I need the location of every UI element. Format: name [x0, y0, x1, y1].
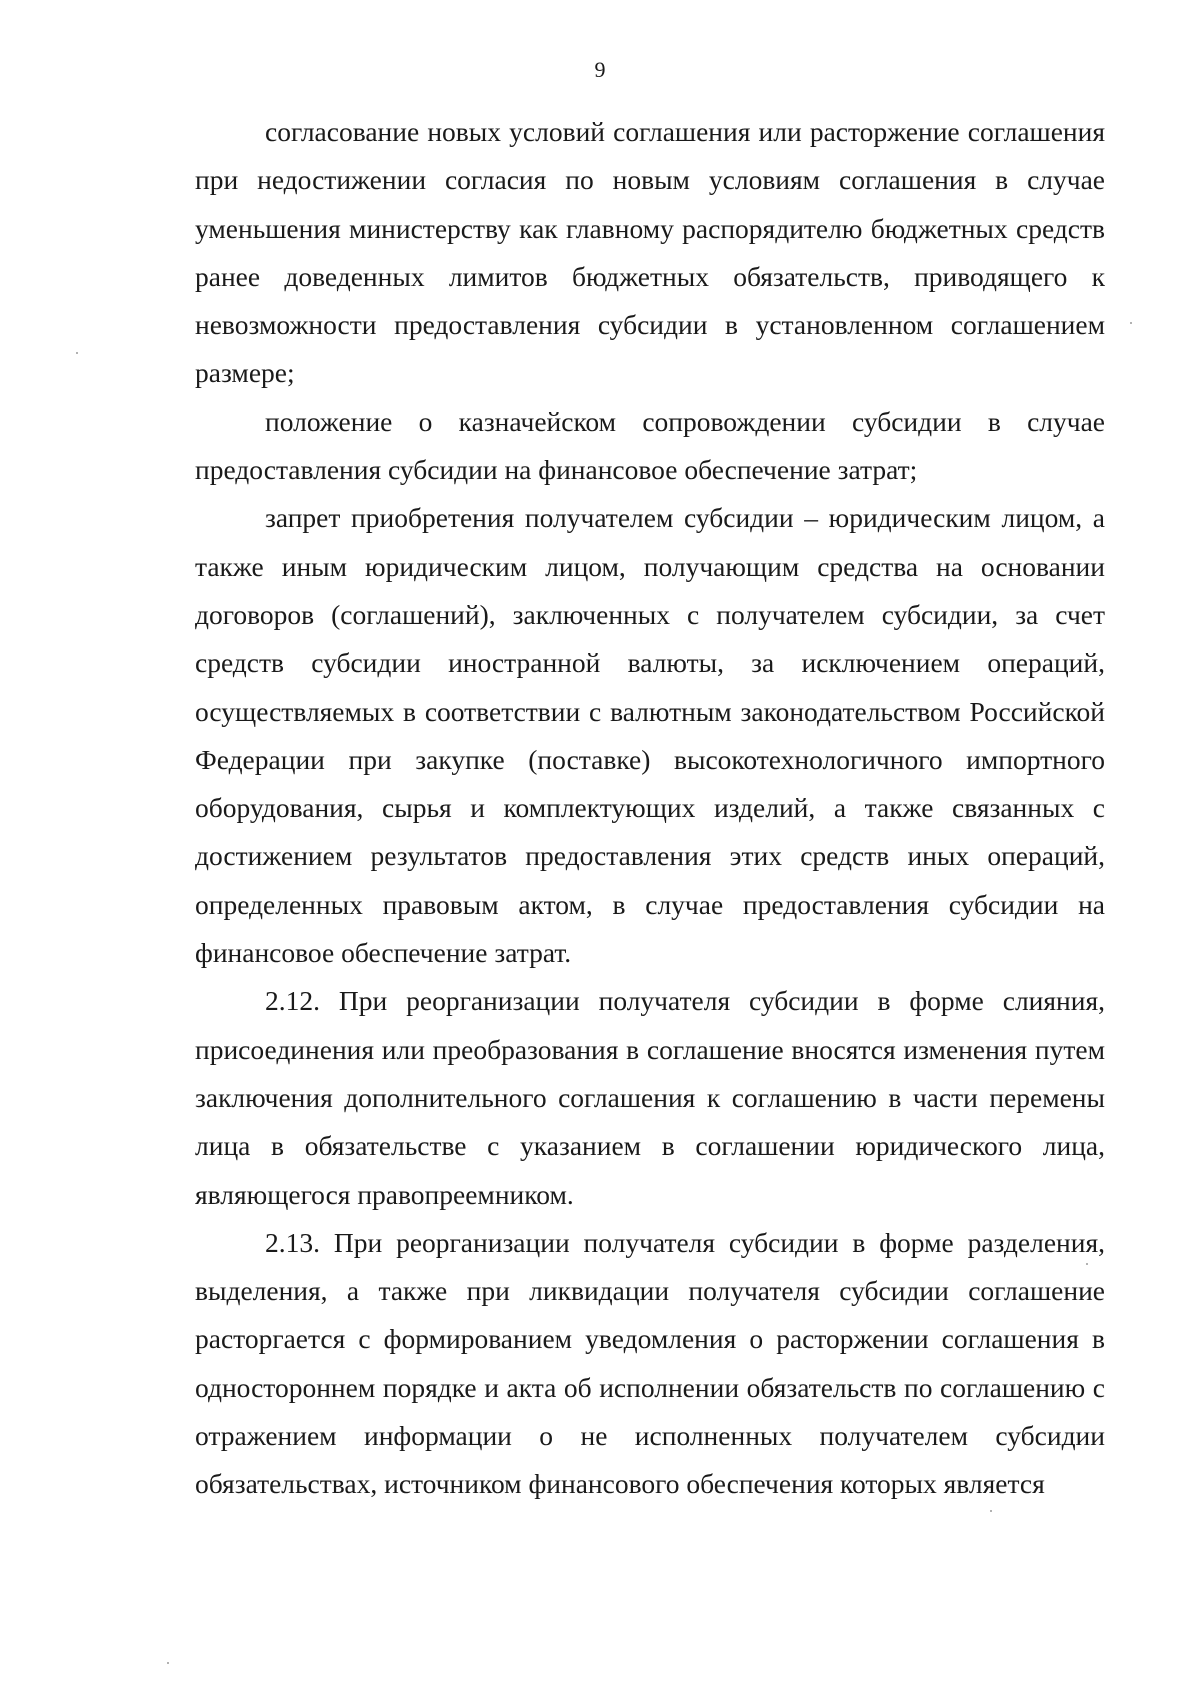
paragraph-2-12: 2.12. При реорганизации получателя субсидии в форме слияния, присоединения или преобразования в соглашение вносятся изменения путем заключения дополнительного соглашения к соглашению в части перемены лица в обязательстве с указанием в соглашении юридического лица, являющегося правопреемником. — [195, 985, 1105, 1210]
scan-speck — [76, 352, 78, 354]
scan-speck — [167, 1662, 169, 1664]
scan-speck — [1130, 322, 1132, 324]
body-text — [195, 108, 1105, 1509]
paragraph-2-13: 2.13. При реорганизации получателя субсидии в форме разделения, выделения, а также при ликвидации получателя субсидии соглашение расторгается с формированием уведомления о расторжении соглашения в одностороннем порядке и акта об исполнении обязательств по соглашению с отражением информации о не исполненных получателем субсидии обязательствах, источником финансового обеспечения которых является — [195, 1226, 1105, 1500]
scan-speck — [1086, 1263, 1088, 1265]
page-number: 9 — [594, 57, 606, 82]
paragraph-currency-ban: запрет приобретения получателем субсидии – юридическим лицом, а также иным юридическим лицом, получающим средства на основании договоров (соглашений), заключенных с получателем субсидии, за счет средств субсидии иностранной валюты, за исключением операций, осуществляемых в соответствии с валютным законодательством Российской Федерации при закупке (поставке) высокотехнологичного импортного оборудования, сырья и комплектующих изделий, а также связанных с достижением результатов предоставления этих средств иных операций, определенных правовым актом, в случае предоставления субсидии на финансовое обеспечение затрат. — [195, 502, 1105, 969]
scan-speck — [990, 1510, 992, 1512]
paragraph-treasury-support: положение о казначейском сопровождении субсидии в случае предоставления субсидии на финансовое обеспечение затрат; — [195, 405, 1105, 486]
paragraph-agreement-terms: согласование новых условий соглашения или расторжение соглашения при недостижении согласия по новым условиям соглашения в случае уменьшения министерству как главному распорядителю бюджетных средств ранее доведенных лимитов бюджетных обязательств, приводящего к невозможности предоставления субсидии в установленном соглашением размере; — [195, 116, 1105, 389]
